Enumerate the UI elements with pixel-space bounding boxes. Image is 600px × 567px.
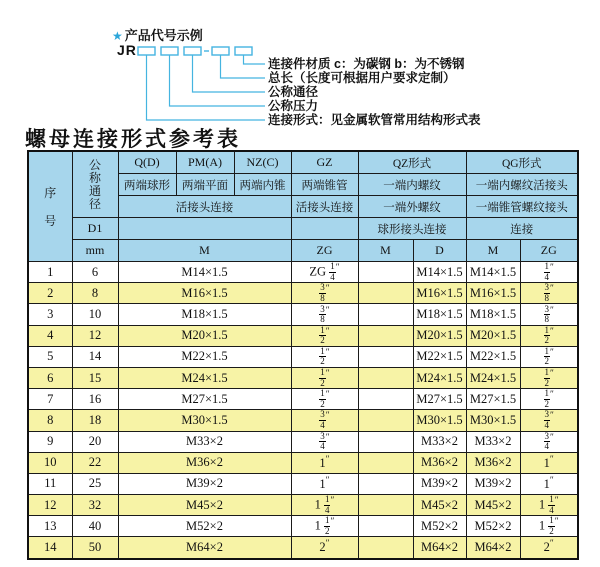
table-cell: M16×1.5 [118, 283, 291, 304]
header-gz-empty [291, 218, 358, 240]
header-unit-qz-d: D [413, 240, 466, 262]
table-cell: $\frac{1}{2}$ ″ [291, 389, 358, 410]
table-cell: $\frac{3}{8}$ ″ [291, 304, 358, 325]
table-cell: 1 $\frac{1}{4}$ ″ [291, 495, 358, 516]
code-box-5 [235, 47, 252, 55]
table-cell: 2 [28, 283, 72, 304]
table-body [28, 262, 578, 559]
connector-material [244, 55, 266, 64]
table-cell: M30×1.5 [118, 410, 291, 431]
header-qg-row4: 连接 [466, 218, 578, 240]
connector-diameter [193, 55, 266, 92]
table-cell: 1″ [520, 452, 578, 473]
table-cell [358, 452, 413, 473]
table-row [28, 410, 578, 431]
table-row [28, 283, 578, 304]
table-row [28, 452, 578, 473]
header-desc-nzc: 两端内锥 [234, 174, 291, 196]
table-cell: 1 [28, 262, 72, 283]
table-cell: M45×2 [466, 495, 520, 516]
header-unit-qg-m: M [466, 240, 520, 262]
code-box-1 [138, 47, 155, 55]
table-cell: M52×2 [413, 516, 466, 537]
table-cell: $\frac{1}{2}$ ″ [291, 325, 358, 346]
table-cell [358, 367, 413, 388]
table-cell: 25 [72, 473, 118, 494]
header-mm: mm [72, 240, 118, 262]
table-cell: M27×1.5 [118, 389, 291, 410]
table-cell: $\frac{3}{8}$ ″ [291, 283, 358, 304]
connector-form [147, 55, 266, 120]
code-box-4 [212, 47, 229, 55]
table-cell: 10 [28, 452, 72, 473]
connector-length [221, 55, 266, 78]
table-cell [358, 516, 413, 537]
table-row [28, 262, 578, 283]
table-cell: 22 [72, 452, 118, 473]
table-cell: 3 [28, 304, 72, 325]
table-row [28, 495, 578, 516]
table-row [28, 304, 578, 325]
table-cell: 9 [28, 431, 72, 452]
table-cell: M52×2 [466, 516, 520, 537]
table-cell: M16×1.5 [466, 283, 520, 304]
table-cell: 16 [72, 389, 118, 410]
header-nominal-diameter: 公 称 通 径 [72, 151, 118, 218]
table-cell [358, 410, 413, 431]
table-cell: M22×1.5 [413, 346, 466, 367]
table-cell: 5 [28, 346, 72, 367]
header-desc-qg: 一端内螺纹活接头 [466, 174, 578, 196]
table-cell: 4 [28, 325, 72, 346]
table-cell [358, 389, 413, 410]
table-cell: M27×1.5 [413, 389, 466, 410]
table-cell: $\frac{3}{8}$ ″ [520, 304, 578, 325]
table-cell: $\frac{1}{4}$ ″ [520, 262, 578, 283]
table-cell [358, 325, 413, 346]
table-cell: M30×1.5 [413, 410, 466, 431]
header-left-empty [118, 218, 291, 240]
table-cell: M36×2 [413, 452, 466, 473]
table-cell: M39×2 [118, 473, 291, 494]
table-cell: 1 $\frac{1}{2}$ ″ [291, 516, 358, 537]
table-cell: $\frac{1}{2}$ ″ [291, 367, 358, 388]
label-connection-form: 连接形式：见金属软管常用结构形式表 [268, 113, 481, 127]
table-cell: ZG $\frac{1}{4}$ ″ [291, 262, 358, 283]
page-title: 螺母连接形式参考表 [25, 127, 241, 151]
code-box-2 [161, 47, 178, 55]
header-unit-zg: ZG [291, 240, 358, 262]
table-cell: M36×2 [466, 452, 520, 473]
table-cell: 1″ [520, 473, 578, 494]
code-example-label: 产品代号示例 [124, 28, 203, 43]
table-cell: M20×1.5 [466, 325, 520, 346]
header-gz-join: 活接头连接 [291, 196, 358, 218]
table-cell: 2″ [520, 537, 578, 559]
label-nominal-diameter: 公称通径 [268, 85, 319, 99]
table-cell: M14×1.5 [413, 262, 466, 283]
table-cell: 20 [72, 431, 118, 452]
label-connector-material: 连接件材质 c：为碳钢 b：为不锈钢 [268, 57, 465, 71]
table-cell: M27×1.5 [466, 389, 520, 410]
table-row [28, 537, 578, 559]
code-box-3 [184, 47, 201, 55]
table-cell: M18×1.5 [118, 304, 291, 325]
table-cell: $\frac{1}{2}$ ″ [520, 325, 578, 346]
table-cell: M39×2 [466, 473, 520, 494]
table-cell: M36×2 [118, 452, 291, 473]
table-row [28, 473, 578, 494]
table-cell: $\frac{3}{4}$ ″ [291, 431, 358, 452]
table-cell: 13 [28, 516, 72, 537]
table-cell: M64×2 [118, 537, 291, 559]
header-code-pma: PM(A) [176, 151, 234, 174]
label-nominal-pressure: 公称压力 [268, 99, 319, 113]
header-code-nzc: NZ(C) [234, 151, 291, 174]
header-d1: D1 [72, 218, 118, 240]
table-cell: 1″ [291, 452, 358, 473]
table-cell: M64×2 [466, 537, 520, 559]
table-row [28, 389, 578, 410]
table-cell: 7 [28, 389, 72, 410]
table-cell: M45×2 [413, 495, 466, 516]
header-unit-qg-zg: ZG [520, 240, 578, 262]
table-cell: 8 [28, 410, 72, 431]
header-desc-qd: 两端球形 [118, 174, 176, 196]
code-prefix: JR [117, 42, 137, 58]
table-cell: 8 [72, 283, 118, 304]
table-cell: 14 [28, 537, 72, 559]
table-cell: 6 [28, 367, 72, 388]
table-cell [358, 473, 413, 494]
table-cell: M33×2 [118, 431, 291, 452]
table-cell: $\frac{1}{2}$ ″ [520, 346, 578, 367]
header-code-qg: QG形式 [466, 151, 578, 174]
table-cell: M20×1.5 [118, 325, 291, 346]
label-total-length: 总长（长度可根据用户要求定制） [268, 71, 456, 85]
table-cell: 18 [72, 410, 118, 431]
table-cell: 40 [72, 516, 118, 537]
table-cell: 32 [72, 495, 118, 516]
table-cell: M22×1.5 [118, 346, 291, 367]
table-cell [358, 537, 413, 559]
table-cell: 14 [72, 346, 118, 367]
table-cell: 1″ [291, 473, 358, 494]
table-row [28, 367, 578, 388]
header-qz-row3: 一端外螺纹 [358, 196, 466, 218]
table-cell: $\frac{1}{2}$ ″ [520, 367, 578, 388]
table-cell: M16×1.5 [413, 283, 466, 304]
header-left-join: 活接头连接 [118, 196, 291, 218]
table-cell: 15 [72, 367, 118, 388]
table-cell: M64×2 [413, 537, 466, 559]
header-unit-qz-m: M [358, 240, 413, 262]
table-row [28, 516, 578, 537]
table-cell: $\frac{1}{2}$ ″ [291, 346, 358, 367]
table-cell: 10 [72, 304, 118, 325]
table-cell: 6 [72, 262, 118, 283]
table-cell: 12 [28, 495, 72, 516]
star-icon: ★ [112, 29, 123, 43]
table-cell: M30×1.5 [466, 410, 520, 431]
table-cell: M14×1.5 [466, 262, 520, 283]
table-cell: M24×1.5 [413, 367, 466, 388]
table-cell [358, 346, 413, 367]
connector-pressure [170, 55, 266, 106]
table-cell: M45×2 [118, 495, 291, 516]
table-cell: M33×2 [466, 431, 520, 452]
table-cell: M39×2 [413, 473, 466, 494]
header-qz-row4: 球形接头连接 [358, 218, 466, 240]
table-cell [358, 431, 413, 452]
code-boxes [138, 47, 252, 55]
header-qg-row3: 一端锥管螺纹接头 [466, 196, 578, 218]
table-cell: 12 [72, 325, 118, 346]
table-cell: M52×2 [118, 516, 291, 537]
table-cell: M20×1.5 [413, 325, 466, 346]
table-header [28, 151, 578, 262]
table-cell: 50 [72, 537, 118, 559]
header-unit-m: M [118, 240, 291, 262]
header-desc-pma: 两端平面 [176, 174, 234, 196]
connector-lines [147, 55, 266, 120]
table-row [28, 431, 578, 452]
table-cell [358, 262, 413, 283]
table-cell: M18×1.5 [466, 304, 520, 325]
table-cell: M18×1.5 [413, 304, 466, 325]
table-row [28, 325, 578, 346]
table-cell: 11 [28, 473, 72, 494]
table-cell: $\frac{3}{8}$ ″ [520, 283, 578, 304]
header-seq: 序 号 [28, 151, 72, 262]
table-cell: M14×1.5 [118, 262, 291, 283]
table-cell: $\frac{3}{4}$ ″ [291, 410, 358, 431]
table-cell [358, 495, 413, 516]
header-code-qd: Q(D) [118, 151, 176, 174]
table-cell: 1 $\frac{1}{2}$ ″ [520, 516, 578, 537]
table-cell [358, 304, 413, 325]
table-cell [358, 283, 413, 304]
table-cell: M24×1.5 [118, 367, 291, 388]
header-desc-gz: 两端锥管 [291, 174, 358, 196]
table-cell: M24×1.5 [466, 367, 520, 388]
header-desc-qz: 一端内螺纹 [358, 174, 466, 196]
header-code-qz: QZ形式 [358, 151, 466, 174]
table-cell: M33×2 [413, 431, 466, 452]
table-cell: 1 $\frac{1}{4}$ ″ [520, 495, 578, 516]
table-cell: 2″ [291, 537, 358, 559]
table-cell: $\frac{3}{4}$ ″ [520, 431, 578, 452]
table-row [28, 346, 578, 367]
nut-connection-table [27, 150, 579, 560]
table-cell: $\frac{3}{4}$ ″ [520, 410, 578, 431]
table-cell: $\frac{1}{2}$ ″ [520, 389, 578, 410]
header-code-gz: GZ [291, 151, 358, 174]
table-cell: M22×1.5 [466, 346, 520, 367]
